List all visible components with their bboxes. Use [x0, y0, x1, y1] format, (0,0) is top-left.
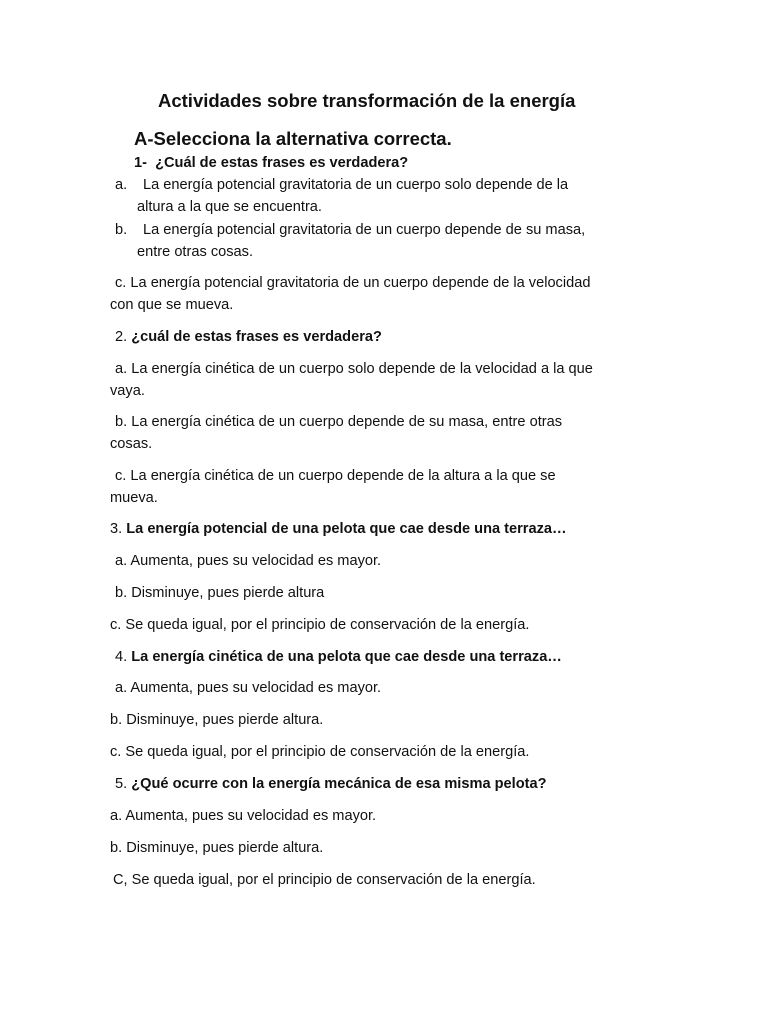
question-3-text: La energía potencial de una pelota que cae desde una terraza… [126, 521, 567, 537]
q3-option-a: a. Aumenta, pues su velocidad es mayor. [115, 553, 382, 569]
q3-option-c: c. Se queda igual, por el principio de conservación de la energía. [110, 617, 530, 633]
q2-option-a-line2: vaya. [110, 383, 145, 399]
question-2-text: ¿cuál de estas frases es verdadera? [131, 329, 382, 345]
q1-option-b-marker: b. [115, 222, 128, 238]
question-2-number: 2. [115, 329, 128, 345]
q1-option-b-line1: La energía potencial gravitatoria de un cuerpo depende de su masa, [143, 222, 586, 238]
section-heading: A-Selecciona la alternativa correcta. [134, 128, 452, 149]
q1-option-c-line1: c. La energía potencial gravitatoria de un cuerpo depende de la velocidad [115, 275, 591, 291]
q1-option-c-line2: con que se mueva. [110, 297, 234, 313]
q2-option-c-line2: mueva. [110, 490, 158, 506]
q2-option-b-line2: cosas. [110, 436, 153, 452]
q5-option-b: b. Disminuye, pues pierde altura. [110, 840, 324, 856]
q1-option-b-line2: entre otras cosas. [137, 244, 253, 260]
question-4-text: La energía cinética de una pelota que cae desde una terraza… [131, 649, 562, 665]
page-title: Actividades sobre transformación de la energía [158, 90, 576, 111]
q4-option-a: a. Aumenta, pues su velocidad es mayor. [115, 680, 382, 696]
q1-option-a-line1: La energía potencial gravitatoria de un cuerpo solo depende de la [143, 177, 569, 193]
q2-option-a-line1: a. La energía cinética de un cuerpo solo depende de la velocidad a la que [115, 361, 593, 377]
q5-option-c: C, Se queda igual, por el principio de conservación de la energía. [113, 872, 536, 888]
question-5-number: 5. [115, 776, 128, 792]
question-4-number: 4. [115, 649, 128, 665]
question-3 [110, 519, 567, 539]
q1-option-a-marker: a. [115, 177, 128, 193]
question-4 [115, 647, 562, 667]
q3-option-b: b. Disminuye, pues pierde altura [115, 585, 325, 601]
question-5-text: ¿Qué ocurre con la energía mecánica de esa misma pelota? [131, 776, 547, 792]
q5-option-a: a. Aumenta, pues su velocidad es mayor. [110, 808, 377, 824]
question-1-number: 1- [134, 155, 147, 171]
question-1-text: ¿Cuál de estas frases es verdadera? [155, 155, 409, 171]
q4-option-c: c. Se queda igual, por el principio de conservación de la energía. [110, 744, 530, 760]
question-1 [134, 153, 408, 173]
question-3-number: 3. [110, 521, 123, 537]
q2-option-b-line1: b. La energía cinética de un cuerpo depende de su masa, entre otras [115, 414, 563, 430]
question-5 [115, 774, 547, 794]
q2-option-c-line1: c. La energía cinética de un cuerpo depende de la altura a la que se [115, 468, 556, 484]
q1-option-a-line2: altura a la que se encuentra. [137, 199, 322, 215]
question-2 [115, 327, 382, 347]
q4-option-b: b. Disminuye, pues pierde altura. [110, 712, 324, 728]
